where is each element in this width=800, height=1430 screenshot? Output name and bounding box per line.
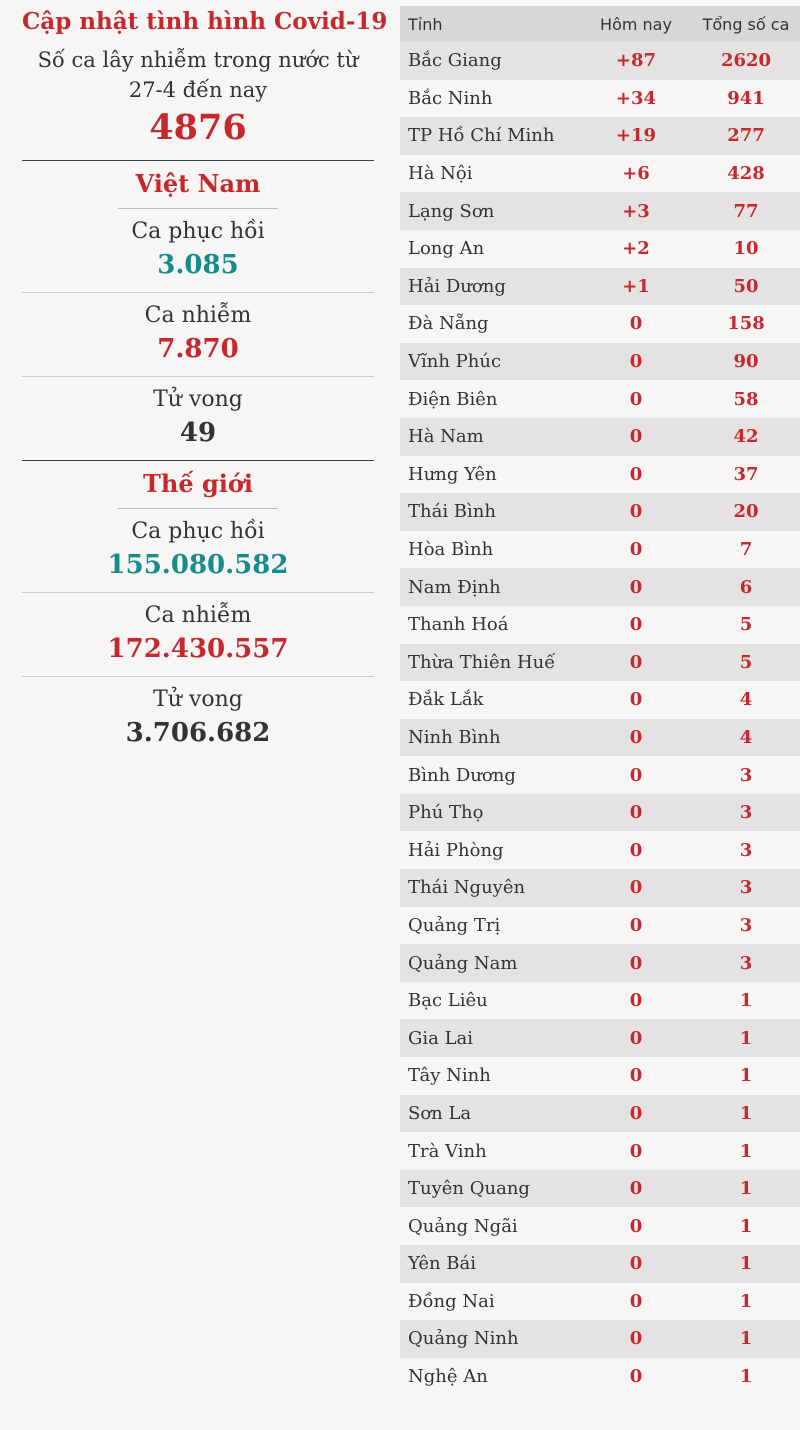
table-row (400, 1358, 800, 1396)
province-cell: Thái Nguyên (408, 877, 526, 899)
province-cell: Đà Nẵng (408, 313, 489, 335)
today-cell: 0 (629, 1065, 643, 1087)
today-cell: 0 (629, 501, 643, 523)
province-cell: Tây Ninh (408, 1065, 491, 1087)
province-cell: Hòa Bình (408, 539, 494, 561)
header-total: Tổng số ca (702, 14, 790, 34)
total-cell: 3 (739, 764, 753, 786)
today-cell: 0 (629, 351, 643, 373)
province-cell: Thanh Hoá (408, 614, 509, 636)
table-row (400, 1132, 800, 1170)
header-today: Hôm nay (600, 14, 672, 34)
subtitle (22, 45, 374, 105)
table-row (400, 944, 800, 982)
divider (22, 160, 374, 161)
total-cell: 1 (739, 1140, 753, 1162)
stat-label: Ca nhiễm (144, 303, 252, 328)
world-recovered (22, 509, 374, 580)
total-cell: 428 (727, 163, 765, 185)
world-infected (22, 593, 374, 664)
divider (22, 460, 374, 461)
today-cell: 0 (629, 1027, 643, 1049)
vietnam-title: Việt Nam (135, 169, 261, 198)
today-cell: 0 (629, 1366, 643, 1388)
table-header (400, 6, 800, 42)
subtitle-line-1: Số ca lây nhiễm trong nước từ (37, 48, 359, 72)
province-cell: Ninh Bình (408, 726, 501, 748)
stat-value: 7.870 (157, 334, 239, 364)
total-cell: 4 (739, 689, 753, 711)
province-cell: Gia Lai (408, 1027, 474, 1049)
total-cell: 941 (727, 87, 765, 109)
world-title: Thế giới (143, 469, 253, 498)
table-row (400, 1057, 800, 1095)
table-row (400, 117, 800, 155)
total-cell: 3 (739, 914, 753, 936)
province-cell: Quảng Trị (408, 914, 501, 936)
today-cell: 0 (629, 726, 643, 748)
today-cell: 0 (629, 576, 643, 598)
total-cell: 90 (733, 351, 759, 373)
stat-value: 155.080.582 (107, 550, 289, 580)
today-cell: +3 (622, 200, 650, 222)
province-cell: Nam Định (408, 576, 501, 598)
stat-value: 172.430.557 (107, 634, 289, 664)
today-cell: 0 (629, 1328, 643, 1350)
table-row (400, 230, 800, 268)
total-cell: 77 (733, 200, 759, 222)
table-row (400, 305, 800, 343)
today-cell: +34 (615, 87, 657, 109)
table-row (400, 1320, 800, 1358)
province-cell: Bắc Ninh (408, 87, 493, 109)
table-row (400, 869, 800, 907)
province-cell: Yên Bái (408, 1253, 477, 1275)
province-cell: Quảng Ninh (408, 1328, 519, 1350)
total-cell: 1 (739, 1102, 753, 1124)
province-cell: Thái Bình (408, 501, 496, 523)
table-row (400, 831, 800, 869)
world-deaths (22, 677, 374, 748)
total-cell: 4 (739, 726, 753, 748)
table-row (400, 268, 800, 306)
total-cell: 58 (733, 388, 759, 410)
stat-value: 3.085 (157, 250, 239, 280)
today-cell: 0 (629, 313, 643, 335)
stat-label: Tử vong (153, 687, 243, 712)
today-cell: 0 (629, 614, 643, 636)
table-row (400, 1245, 800, 1283)
today-cell: +6 (622, 163, 650, 185)
province-table (400, 6, 800, 1395)
total-cell: 1 (739, 1065, 753, 1087)
table-row (400, 568, 800, 606)
today-cell: 0 (629, 689, 643, 711)
table-row (400, 155, 800, 193)
table-row (400, 1283, 800, 1321)
province-cell: Bình Dương (408, 764, 516, 786)
province-cell: Phú Thọ (408, 802, 484, 824)
province-cell: Trà Vinh (408, 1140, 487, 1162)
table-row (400, 192, 800, 230)
province-cell: Quảng Ngãi (408, 1215, 518, 1237)
province-cell: Hải Dương (408, 275, 506, 297)
total-cell: 1 (739, 1253, 753, 1275)
table-row (400, 644, 800, 682)
total-cell: 7 (739, 539, 753, 561)
today-cell: 0 (629, 1215, 643, 1237)
total-cell: 158 (727, 313, 765, 335)
table-row (400, 719, 800, 757)
province-cell: Hải Phòng (408, 839, 504, 861)
table-row (400, 493, 800, 531)
total-cell: 20 (733, 501, 759, 523)
table-row (400, 1019, 800, 1057)
domestic-total: 4876 (149, 107, 247, 148)
province-cell: Nghệ An (408, 1366, 488, 1388)
page-title: Cập nhật tình hình Covid-19 (22, 8, 388, 35)
today-cell: 0 (629, 426, 643, 448)
total-cell: 50 (733, 275, 759, 297)
today-cell: 0 (629, 1178, 643, 1200)
province-cell: Bắc Giang (408, 50, 502, 72)
today-cell: 0 (629, 539, 643, 561)
table-row (400, 1170, 800, 1208)
today-cell: 0 (629, 914, 643, 936)
today-cell: 0 (629, 651, 643, 673)
table-row (400, 456, 800, 494)
province-cell: Sơn La (408, 1102, 472, 1124)
today-cell: 0 (629, 764, 643, 786)
total-cell: 3 (739, 802, 753, 824)
province-cell: Hà Nam (408, 426, 484, 448)
province-cell: Long An (408, 238, 485, 260)
today-cell: 0 (629, 839, 643, 861)
today-cell: 0 (629, 877, 643, 899)
today-cell: 0 (629, 1290, 643, 1312)
table-row (400, 681, 800, 719)
province-cell: Tuyên Quang (408, 1178, 530, 1200)
province-cell: Hưng Yên (408, 463, 497, 485)
province-cell: Lạng Sơn (408, 200, 495, 222)
table-row (400, 418, 800, 456)
today-cell: 0 (629, 990, 643, 1012)
province-cell: Hà Nội (408, 163, 473, 185)
today-cell: +2 (622, 238, 650, 260)
province-cell: Quảng Nam (408, 952, 518, 974)
table-row (400, 343, 800, 381)
today-cell: +87 (615, 50, 657, 72)
today-cell: 0 (629, 952, 643, 974)
table-row (400, 531, 800, 569)
vietnam-recovered (22, 209, 374, 280)
total-cell: 1 (739, 1328, 753, 1350)
province-cell: Vĩnh Phúc (408, 351, 502, 373)
total-cell: 3 (739, 952, 753, 974)
table-row (400, 42, 800, 80)
province-cell: Đắk Lắk (408, 689, 484, 711)
stat-value: 49 (179, 418, 217, 448)
table-row (400, 380, 800, 418)
today-cell: +19 (615, 125, 657, 147)
today-cell: +1 (622, 275, 650, 297)
total-cell: 3 (739, 839, 753, 861)
total-cell: 277 (727, 125, 765, 147)
province-cell: Bạc Liêu (408, 990, 488, 1012)
province-cell: Đồng Nai (408, 1290, 495, 1312)
today-cell: 0 (629, 802, 643, 824)
today-cell: 0 (629, 1140, 643, 1162)
table-body (400, 42, 800, 1395)
table-row (400, 1095, 800, 1133)
total-cell: 2620 (720, 50, 772, 72)
total-cell: 1 (739, 1366, 753, 1388)
total-cell: 6 (739, 576, 753, 598)
stat-label: Ca phục hồi (131, 519, 265, 544)
total-cell: 1 (739, 1215, 753, 1237)
today-cell: 0 (629, 1102, 643, 1124)
total-cell: 1 (739, 1178, 753, 1200)
table-row (400, 1207, 800, 1245)
total-cell: 10 (733, 238, 759, 260)
summary-panel (22, 0, 388, 748)
total-cell: 1 (739, 990, 753, 1012)
table-row (400, 794, 800, 832)
stat-label: Ca nhiễm (144, 603, 252, 628)
today-cell: 0 (629, 463, 643, 485)
total-cell: 1 (739, 1290, 753, 1312)
table-row (400, 606, 800, 644)
province-cell: Điện Biên (408, 388, 498, 410)
subtitle-line-2: 27-4 đến nay (128, 78, 268, 102)
total-cell: 1 (739, 1027, 753, 1049)
table-row (400, 907, 800, 945)
stat-label: Ca phục hồi (131, 219, 265, 244)
today-cell: 0 (629, 1253, 643, 1275)
province-cell: TP Hồ Chí Minh (408, 125, 555, 147)
stat-label: Tử vong (153, 387, 243, 412)
table-row (400, 982, 800, 1020)
table-row (400, 80, 800, 118)
vietnam-infected (22, 293, 374, 364)
total-cell: 5 (739, 614, 753, 636)
province-cell: Thừa Thiên Huế (408, 651, 556, 673)
vietnam-deaths (22, 377, 374, 448)
today-cell: 0 (629, 388, 643, 410)
table-row (400, 756, 800, 794)
header-province: Tỉnh (408, 14, 443, 34)
stat-value: 3.706.682 (125, 718, 271, 748)
total-cell: 3 (739, 877, 753, 899)
total-cell: 37 (733, 463, 759, 485)
total-cell: 42 (733, 426, 759, 448)
total-cell: 5 (739, 651, 753, 673)
